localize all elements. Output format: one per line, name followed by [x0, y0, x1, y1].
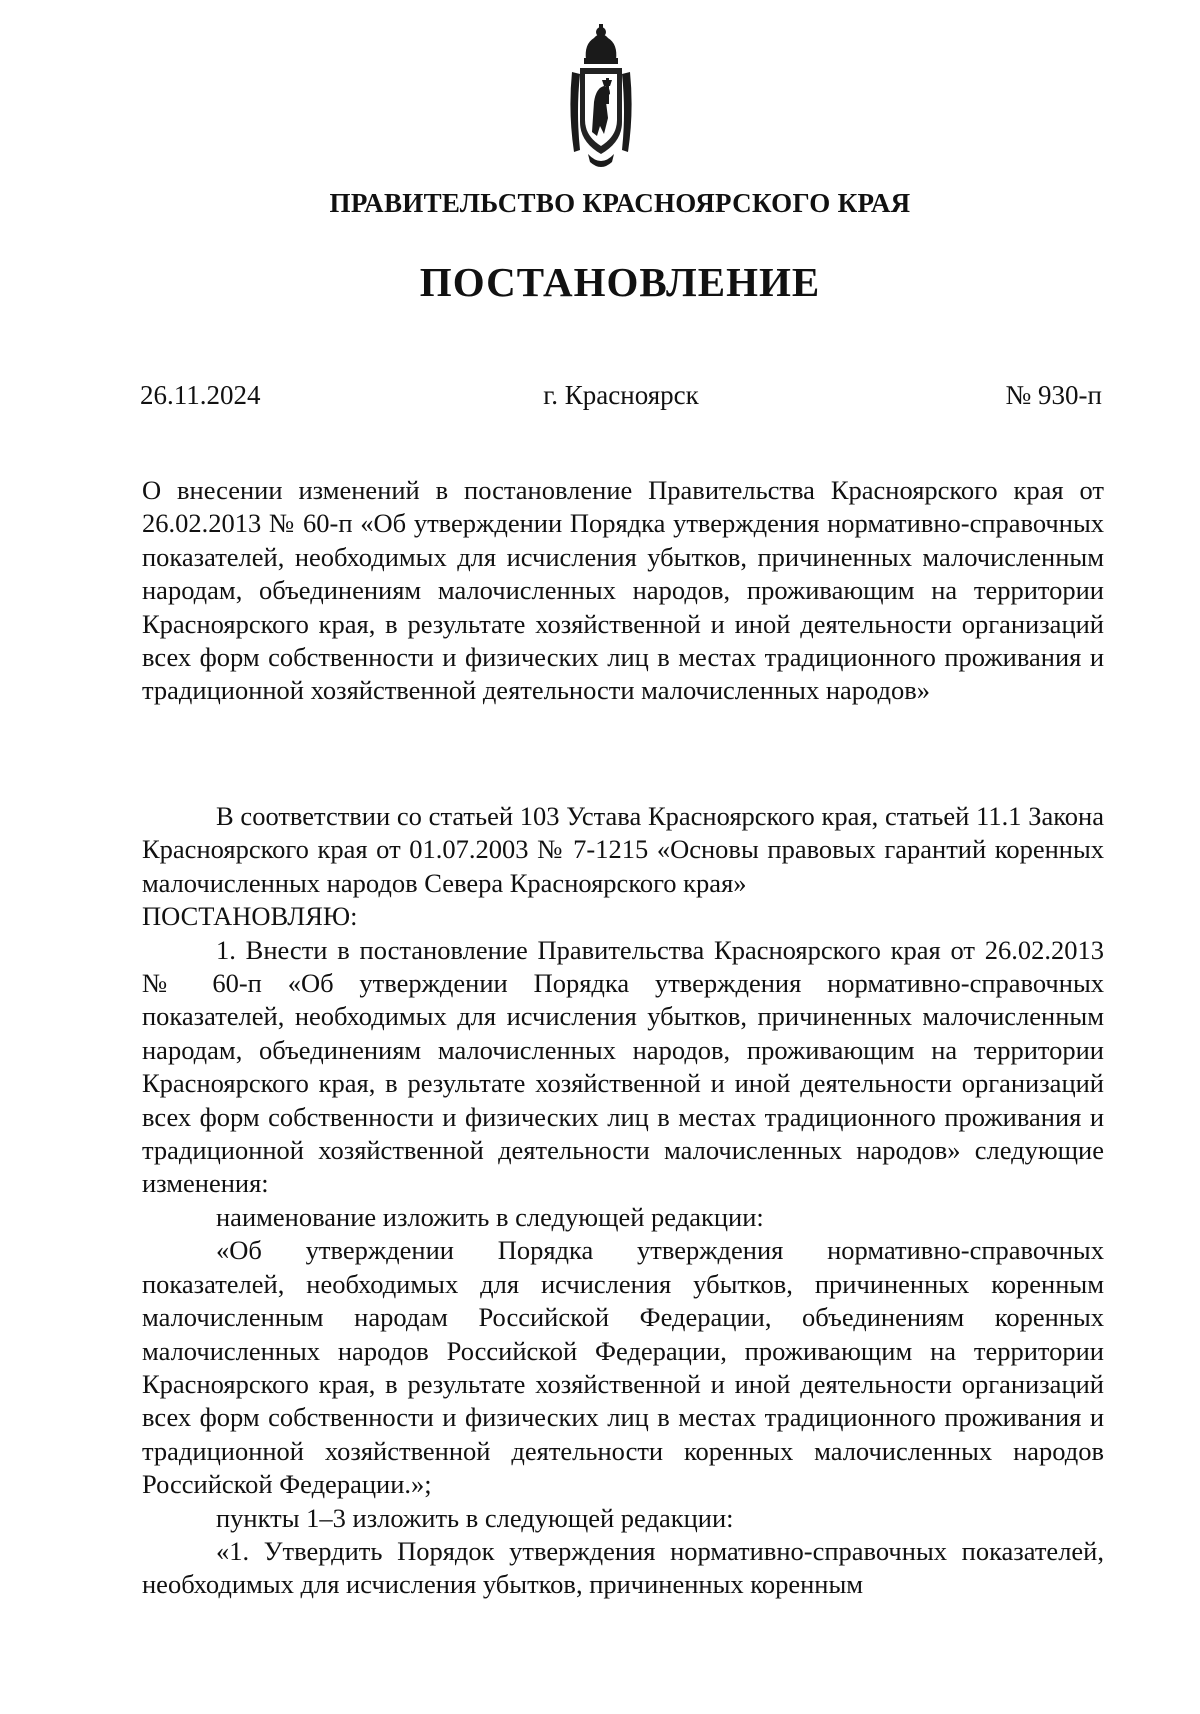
document-city: г. Красноярск: [543, 380, 699, 410]
point-1-paragraph: «1. Утвердить Порядок утверждения нормативно-справочных показателей, необходимых для исчисления убытков, причиненных коренным: [142, 1535, 1104, 1600]
document-meta-row: [140, 380, 1102, 416]
points-change-paragraph: пункты 1–3 изложить в следующей редакции:: [216, 1502, 734, 1533]
document-number: № 930-п: [1005, 380, 1102, 410]
document-subject: [142, 474, 1104, 708]
name-change-paragraph: наименование изложить в следующей редакции:: [216, 1201, 764, 1232]
document-body: [142, 800, 1104, 1602]
decree-word: ПОСТАНОВЛЯЮ:: [142, 901, 358, 932]
item-1-paragraph: 1. Внести в постановление Правительства Красноярского края от 26.02.2013 № 60-п «Об утверждении Порядка утверждения нормативно-справочных показателей, необходимых для исчисления убытков, причиненных малочисленным народам, объединениям малочисленных народов, проживающим на территории Красноярского края, в результате хозяйственной и иной деятельности организаций всех форм собственности и физических лиц в местах традиционного проживания и традиционной хозяйственной деятельности малочисленных народов» следующие изменения:: [142, 934, 1104, 1199]
krasnoyarsk-coat-of-arms-icon: [566, 22, 636, 172]
government-title: ПРАВИТЕЛЬСТВО КРАСНОЯРСКОГО КРАЯ: [329, 188, 911, 218]
preamble-paragraph: В соответствии со статьей 103 Устава Красноярского края, статьей 11.1 Закона Красноярского края от 01.07.2003 № 7-1215 «Основы правовых гарантий коренных малочисленных народов Севера Красноярского края»: [142, 801, 1104, 898]
document-type-title: ПОСТАНОВЛЕНИЕ: [419, 259, 821, 305]
document-date: 26.11.2024: [140, 380, 261, 410]
new-name-paragraph: «Об утверждении Порядка утверждения нормативно-справочных показателей, необходимых для исчисления убытков, причиненных коренным малочисленным народам Российской Федерации, объединениям коренных малочисленных народов Российской Федерации, проживающим на территории Красноярского края, в результате хозяйственной и иной деятельности организаций всех форм собственности и физических лиц в местах традиционного проживания и традиционной хозяйственной деятельности коренных малочисленных народов Российской Федерации.»;: [142, 1235, 1104, 1500]
subject-text: О внесении изменений в постановление Правительства Красноярского края от 26.02.2013 № 60-п «Об утверждении Порядка утверждения нормативно-справочных показателей, необходимых для исчисления убытков, причиненных малочисленным народам, объединениям малочисленных народов, проживающим на территории Красноярского края, в результате хозяйственной и иной деятельности организаций всех форм собственности и физических лиц в местах традиционного проживания и традиционной хозяйственной деятельности малочисленных народов»: [142, 475, 1104, 706]
